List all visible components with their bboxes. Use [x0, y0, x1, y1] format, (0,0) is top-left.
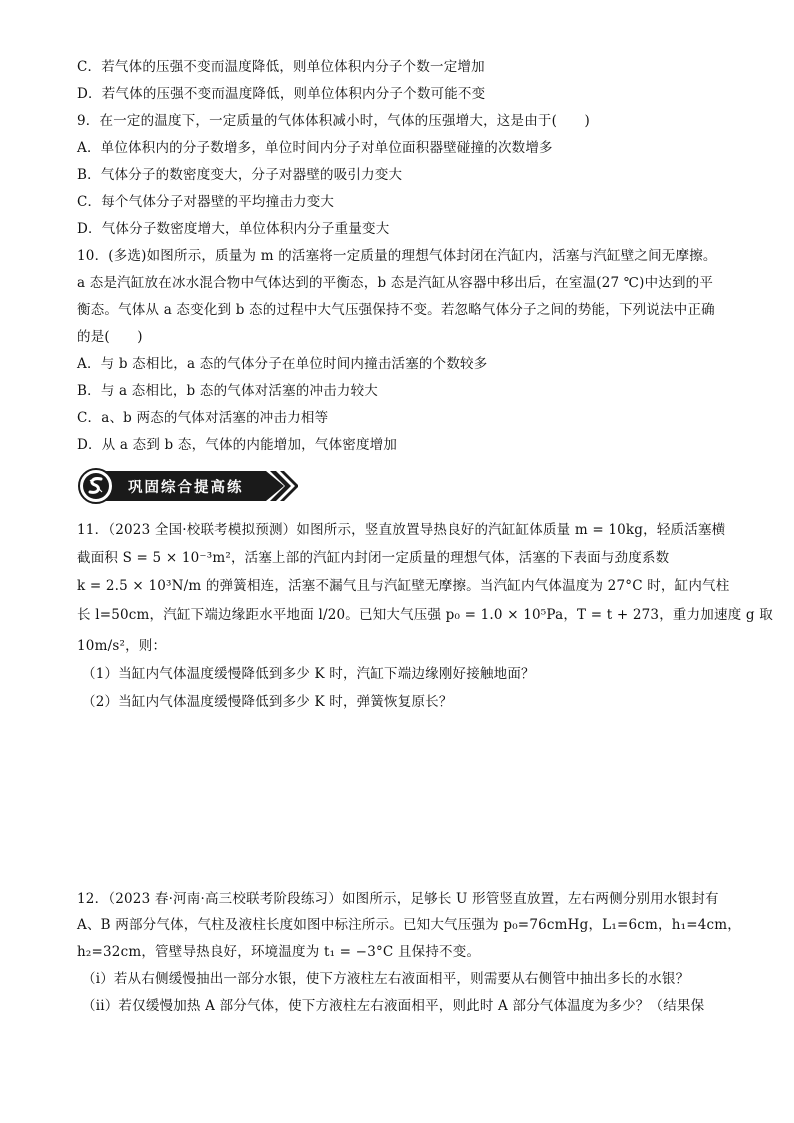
question-10-line-2: a 态是汽缸放在冰水混合物中气体达到的平衡态，b 态是汽缸从容器中移出后，在室温(27 ℃)中达到的平 — [77, 275, 714, 291]
option-b-q9: B．气体分子的数密度变大，分子对器壁的吸引力变大 — [77, 167, 403, 183]
question-10-line-3: 衡态。气体从 a 态变化到 b 态的过程中大气压强保持不变。若忽略气体分子之间的势能，下列说法中正确 — [77, 302, 715, 318]
question-12-line-2: A、B 两部分气体，气柱及液柱长度如图中标注所示。已知大气压强为 p₀=76cmHg，L₁=6cm，h₁=4cm， — [77, 917, 741, 933]
question-9: 9．在一定的温度下，一定质量的气体体积减小时，气体的压强增大，这是由于( ) — [77, 113, 590, 129]
question-11-line-3: k = 2.5 × 10³N/m 的弹簧相连，活塞不漏气且与汽缸壁无摩擦。当汽缸内气体温度为 27°C 时，缸内气柱 — [77, 578, 730, 594]
question-11-part-1: （1）当缸内气体温度缓慢降低到多少 K 时，汽缸下端边缘刚好接触地面？ — [82, 666, 535, 682]
question-12-part-ii: （ii）若仅缓慢加热 A 部分气体，使下方液柱左右液面相平，则此时 A 部分气体温度为多少？（结果保 — [82, 998, 705, 1014]
option-d-q9: D．气体分子数密度增大，单位体积内分子重量变大 — [77, 221, 390, 237]
question-11-line-1: 11．（2023 全国·校联考模拟预测）如图所示，竖直放置导热良好的汽缸缸体质量 m = 10kg，轻质活塞横 — [77, 522, 726, 538]
section-banner — [78, 468, 298, 504]
option-d-q8: D．若气体的压强不变而温度降低，则单位体积内分子个数可能不变 — [77, 86, 486, 102]
option-d-q10: D．从 a 态到 b 态，气体的内能增加，气体密度增加 — [77, 437, 398, 453]
option-a-q9: A．单位体积内的分子数增多，单位时间内分子对单位面积器壁碰撞的次数增多 — [77, 140, 553, 156]
option-c-q8: C．若气体的压强不变而温度降低，则单位体积内分子个数一定增加 — [77, 59, 485, 75]
option-b-q10: B．与 a 态相比，b 态的气体对活塞的冲击力较大 — [77, 383, 378, 399]
question-12-part-i: （i）若从右侧缓慢抽出一部分水银，使下方液柱左右液面相平，则需要从右侧管中抽出多长的水银？ — [82, 971, 690, 987]
option-c-q10: C．a、b 两态的气体对活塞的冲击力相等 — [77, 410, 329, 426]
option-c-q9: C．每个气体分子对器壁的平均撞击力变大 — [77, 194, 335, 210]
question-11-line-2: 截面积 S = 5 × 10⁻³m²，活塞上部的汽缸内封闭一定质量的理想气体，活塞的下表面与劲度系数 — [77, 550, 670, 566]
s-emblem-icon — [78, 468, 114, 504]
section-title: 巩固综合提高练 — [128, 480, 244, 496]
option-a-q10: A．与 b 态相比，a 态的气体分子在单位时间内撞击活塞的个数较多 — [77, 356, 488, 372]
question-11-line-5: 10m/s²，则： — [77, 638, 167, 654]
question-10-line-1: 10．(多选)如图所示，质量为 m 的活塞将一定质量的理想气体封闭在汽缸内，活塞与汽缸壁之间无摩擦。 — [77, 248, 717, 264]
question-11-part-2: （2）当缸内气体温度缓慢降低到多少 K 时，弹簧恢复原长？ — [82, 694, 453, 710]
question-11-line-4: 长 l=50cm，汽缸下端边缘距水平地面 l/20。已知大气压强 p₀ = 1.0 × 10⁵Pa，T = t + 273，重力加速度 g 取 — [77, 607, 773, 623]
question-12-line-3: h₂=32cm，管壁导热良好，环境温度为 t₁ = −3°C 且保持不变。 — [77, 944, 481, 960]
question-10-line-4: 的是( ) — [77, 329, 143, 345]
question-12-line-1: 12．（2023 春·河南·高三校联考阶段练习）如图所示，足够长 U 形管竖直放置，左右两侧分别用水银封有 — [77, 891, 719, 907]
